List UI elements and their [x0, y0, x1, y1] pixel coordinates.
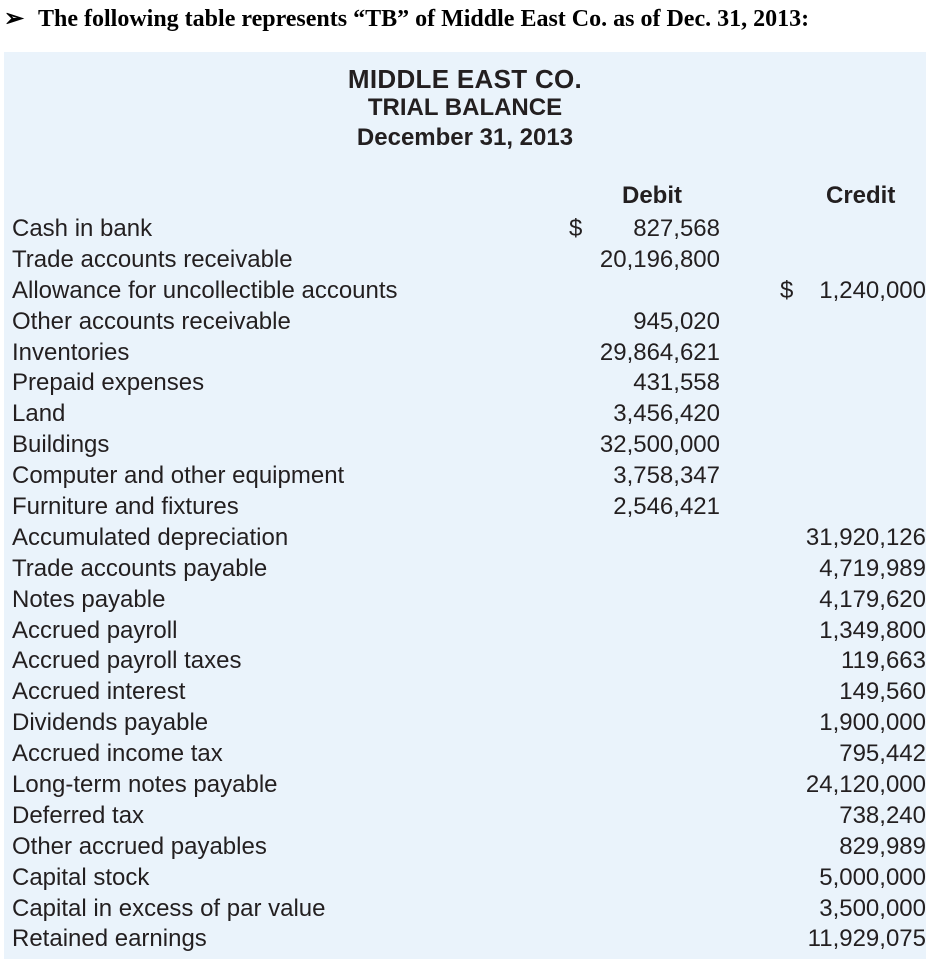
intro-line — [0, 4, 926, 44]
debit-amount: 827,568 — [633, 215, 720, 242]
account-name: Accumulated depreciation — [12, 523, 289, 551]
account-name: Other accounts receivable — [12, 307, 291, 335]
intro-text: The following table represents “TB” of Middle East Co. as of Dec. 31, 2013: — [38, 6, 810, 32]
debit-amount: 945,020 — [633, 307, 720, 335]
table-row — [4, 616, 926, 647]
credit-amount: 31,920,126 — [805, 523, 926, 551]
statement-title: TRIAL BALANCE — [367, 94, 563, 121]
credit-amount: 1,900,000 — [819, 709, 926, 737]
credit-amount: 3,500,000 — [819, 894, 926, 922]
debit-currency-symbol: $ — [569, 215, 583, 242]
credit-amount: 1,240,000 — [819, 276, 926, 304]
table-row — [4, 770, 926, 801]
account-name: Accrued payroll — [12, 616, 178, 644]
account-name: Allowance for uncollectible accounts — [12, 276, 398, 304]
table-row — [4, 832, 926, 863]
table-row — [4, 677, 926, 708]
table-row — [4, 399, 926, 430]
account-name: Computer and other equipment — [12, 462, 345, 490]
account-name: Accrued income tax — [12, 740, 223, 768]
debit-amount: 2,546,421 — [613, 493, 720, 521]
debit-amount: 3,456,420 — [613, 400, 720, 428]
table-row — [4, 338, 926, 369]
debit-amount: 29,864,621 — [599, 338, 720, 366]
credit-column-header: Credit — [826, 182, 896, 209]
account-name: Deferred tax — [12, 801, 145, 829]
account-name: Other accrued payables — [12, 832, 267, 860]
table-row — [4, 214, 926, 245]
company-name: MIDDLE EAST CO. — [347, 64, 583, 94]
credit-amount: 795,442 — [839, 740, 926, 768]
debit-amount: 20,196,800 — [599, 245, 720, 273]
credit-amount: 149,560 — [839, 678, 926, 706]
table-row — [4, 523, 926, 554]
table-row — [4, 307, 926, 338]
statement-date: December 31, 2013 — [356, 124, 574, 151]
table-row — [4, 894, 926, 925]
account-name: Retained earnings — [12, 925, 207, 953]
credit-amount: 4,179,620 — [819, 585, 926, 613]
debit-amount: 431,558 — [633, 369, 720, 397]
table-row — [4, 492, 926, 523]
credit-currency-symbol: $ — [780, 276, 794, 304]
account-name: Long-term notes payable — [12, 771, 278, 799]
table-row — [4, 739, 926, 770]
table-row — [4, 276, 926, 307]
debit-amount: 3,758,347 — [613, 462, 720, 490]
account-name: Furniture and fixtures — [12, 493, 239, 521]
account-name: Notes payable — [12, 585, 166, 613]
account-name: Cash in bank — [12, 215, 153, 242]
account-name: Accrued interest — [12, 678, 186, 706]
table-row — [4, 585, 926, 616]
credit-amount: 738,240 — [839, 801, 926, 829]
account-name: Dividends payable — [12, 709, 209, 737]
table-row — [4, 708, 926, 739]
credit-amount: 11,929,075 — [807, 925, 926, 953]
table-row — [4, 461, 926, 492]
trial-balance-panel — [4, 52, 926, 959]
table-row — [4, 368, 926, 399]
table-row — [4, 863, 926, 894]
account-name: Trade accounts receivable — [12, 245, 293, 273]
account-name: Inventories — [12, 338, 130, 366]
credit-amount: 1,349,800 — [819, 616, 926, 644]
account-name: Land — [12, 400, 66, 428]
table-row — [4, 554, 926, 585]
table-row — [4, 430, 926, 461]
credit-amount: 24,120,000 — [805, 771, 926, 799]
credit-amount: 4,719,989 — [819, 554, 926, 582]
credit-amount: 829,989 — [839, 832, 926, 860]
account-name: Prepaid expenses — [12, 369, 205, 397]
account-name: Accrued payroll taxes — [12, 647, 242, 675]
table-row — [4, 245, 926, 276]
debit-amount: 32,500,000 — [599, 431, 720, 459]
trial-balance-rows — [4, 214, 926, 955]
table-row — [4, 924, 926, 955]
credit-amount: 119,663 — [841, 647, 926, 675]
table-row — [4, 646, 926, 677]
account-name: Capital in excess of par value — [12, 894, 326, 922]
credit-amount: 5,000,000 — [819, 863, 926, 891]
account-name: Buildings — [12, 431, 110, 459]
account-name: Trade accounts payable — [12, 554, 268, 582]
debit-column-header: Debit — [622, 182, 682, 209]
account-name: Capital stock — [12, 863, 150, 891]
arrow-bullet-icon: ➢ — [4, 6, 25, 32]
table-row — [4, 801, 926, 832]
